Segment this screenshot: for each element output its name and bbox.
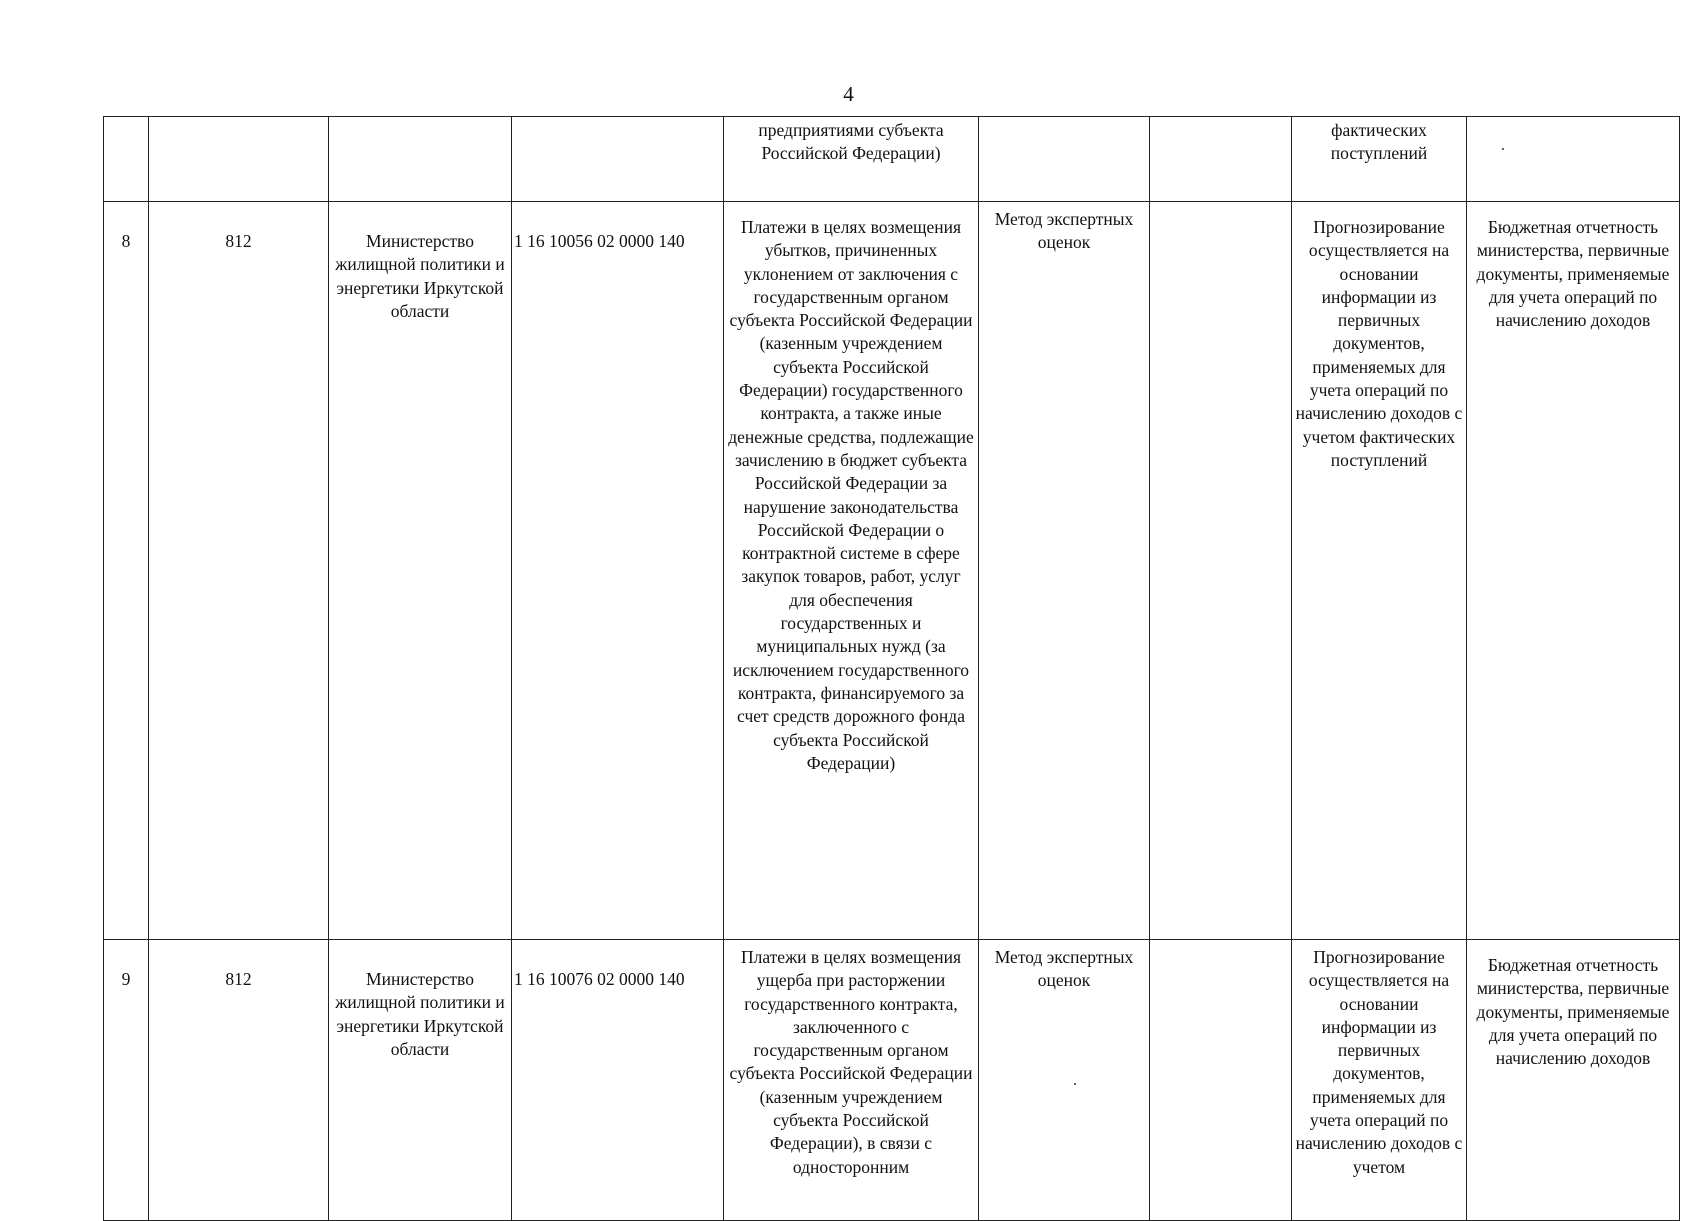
algorithm-cell: Прогнозирование осуществляется на основании информации из первичных документов, применяемых для учета операций по начислению доходов с учетом фактических поступлений [1292,202,1467,940]
data-source-cell: Бюджетная отчетность министерства, первичные документы, применяемые для учета операций по начислению доходов [1467,940,1680,1221]
revenue-name-cell: Платежи в целях возмещения убытков, причиненных уклонением от заключения с государственным органом субъекта Российской Федерации (казенным учреждением субъекта Российской Федерации) государственного контракта, а также иные денежные средства, подлежащие зачислению в бюджет субъекта Российской Федерации за нарушение законодательства Российской Федерации о контрактной системе в сфере закупок товаров, работ, услуг для обеспечения государственных и муниципальных нужд (за исключением государственного контракта, финансируемого за счет средств дорожного фонда субъекта Российской Федерации) [724,202,979,940]
method-cell: Метод экспертных оценок [979,202,1150,940]
revenue-forecast-table [103,116,1680,1221]
administrator-cell: Министерство жилищной политики и энергетики Иркутской области [329,940,512,1221]
data-source-cell [1467,117,1680,202]
revenue-name-cell: Платежи в целях возмещения ущерба при расторжении государственного контракта, заключенного с государственным органом субъекта Российской Федерации (казенным учреждением субъекта Российской Федерации), в связи с односторонним [724,940,979,1221]
data-source-cell: Бюджетная отчетность министерства, первичные документы, применяемые для учета операций по начислению доходов [1467,202,1680,940]
algorithm-cell: фактических поступлений [1292,117,1467,202]
method-cell [979,117,1150,202]
budget-code-cell: 1 16 10056 02 0000 140 [512,202,724,940]
administrator-cell: Министерство жилищной политики и энергетики Иркутской области [329,202,512,940]
revenue-name-cell: предприятиями субъекта Российской Федерации) [724,117,979,202]
formula-cell [1150,940,1292,1221]
row-number-cell [104,117,149,202]
admin-code-cell: 812 [149,202,329,940]
method-cell: Метод экспертных оценок [979,940,1150,1221]
table-row [104,202,1680,940]
formula-cell [1150,117,1292,202]
budget-code-cell [512,117,724,202]
scan-speck [1502,148,1504,150]
table-row [104,117,1680,202]
budget-code-cell: 1 16 10076 02 0000 140 [512,940,724,1221]
page-number: 4 [843,82,854,106]
row-number-cell: 8 [104,202,149,940]
table-row [104,940,1680,1221]
algorithm-cell: Прогнозирование осуществляется на основании информации из первичных документов, применяемых для учета операций по начислению доходов с учетом [1292,940,1467,1221]
admin-code-cell: 812 [149,940,329,1221]
formula-cell [1150,202,1292,940]
row-number-cell: 9 [104,940,149,1221]
scan-speck [1074,1083,1076,1085]
admin-code-cell [149,117,329,202]
administrator-cell [329,117,512,202]
